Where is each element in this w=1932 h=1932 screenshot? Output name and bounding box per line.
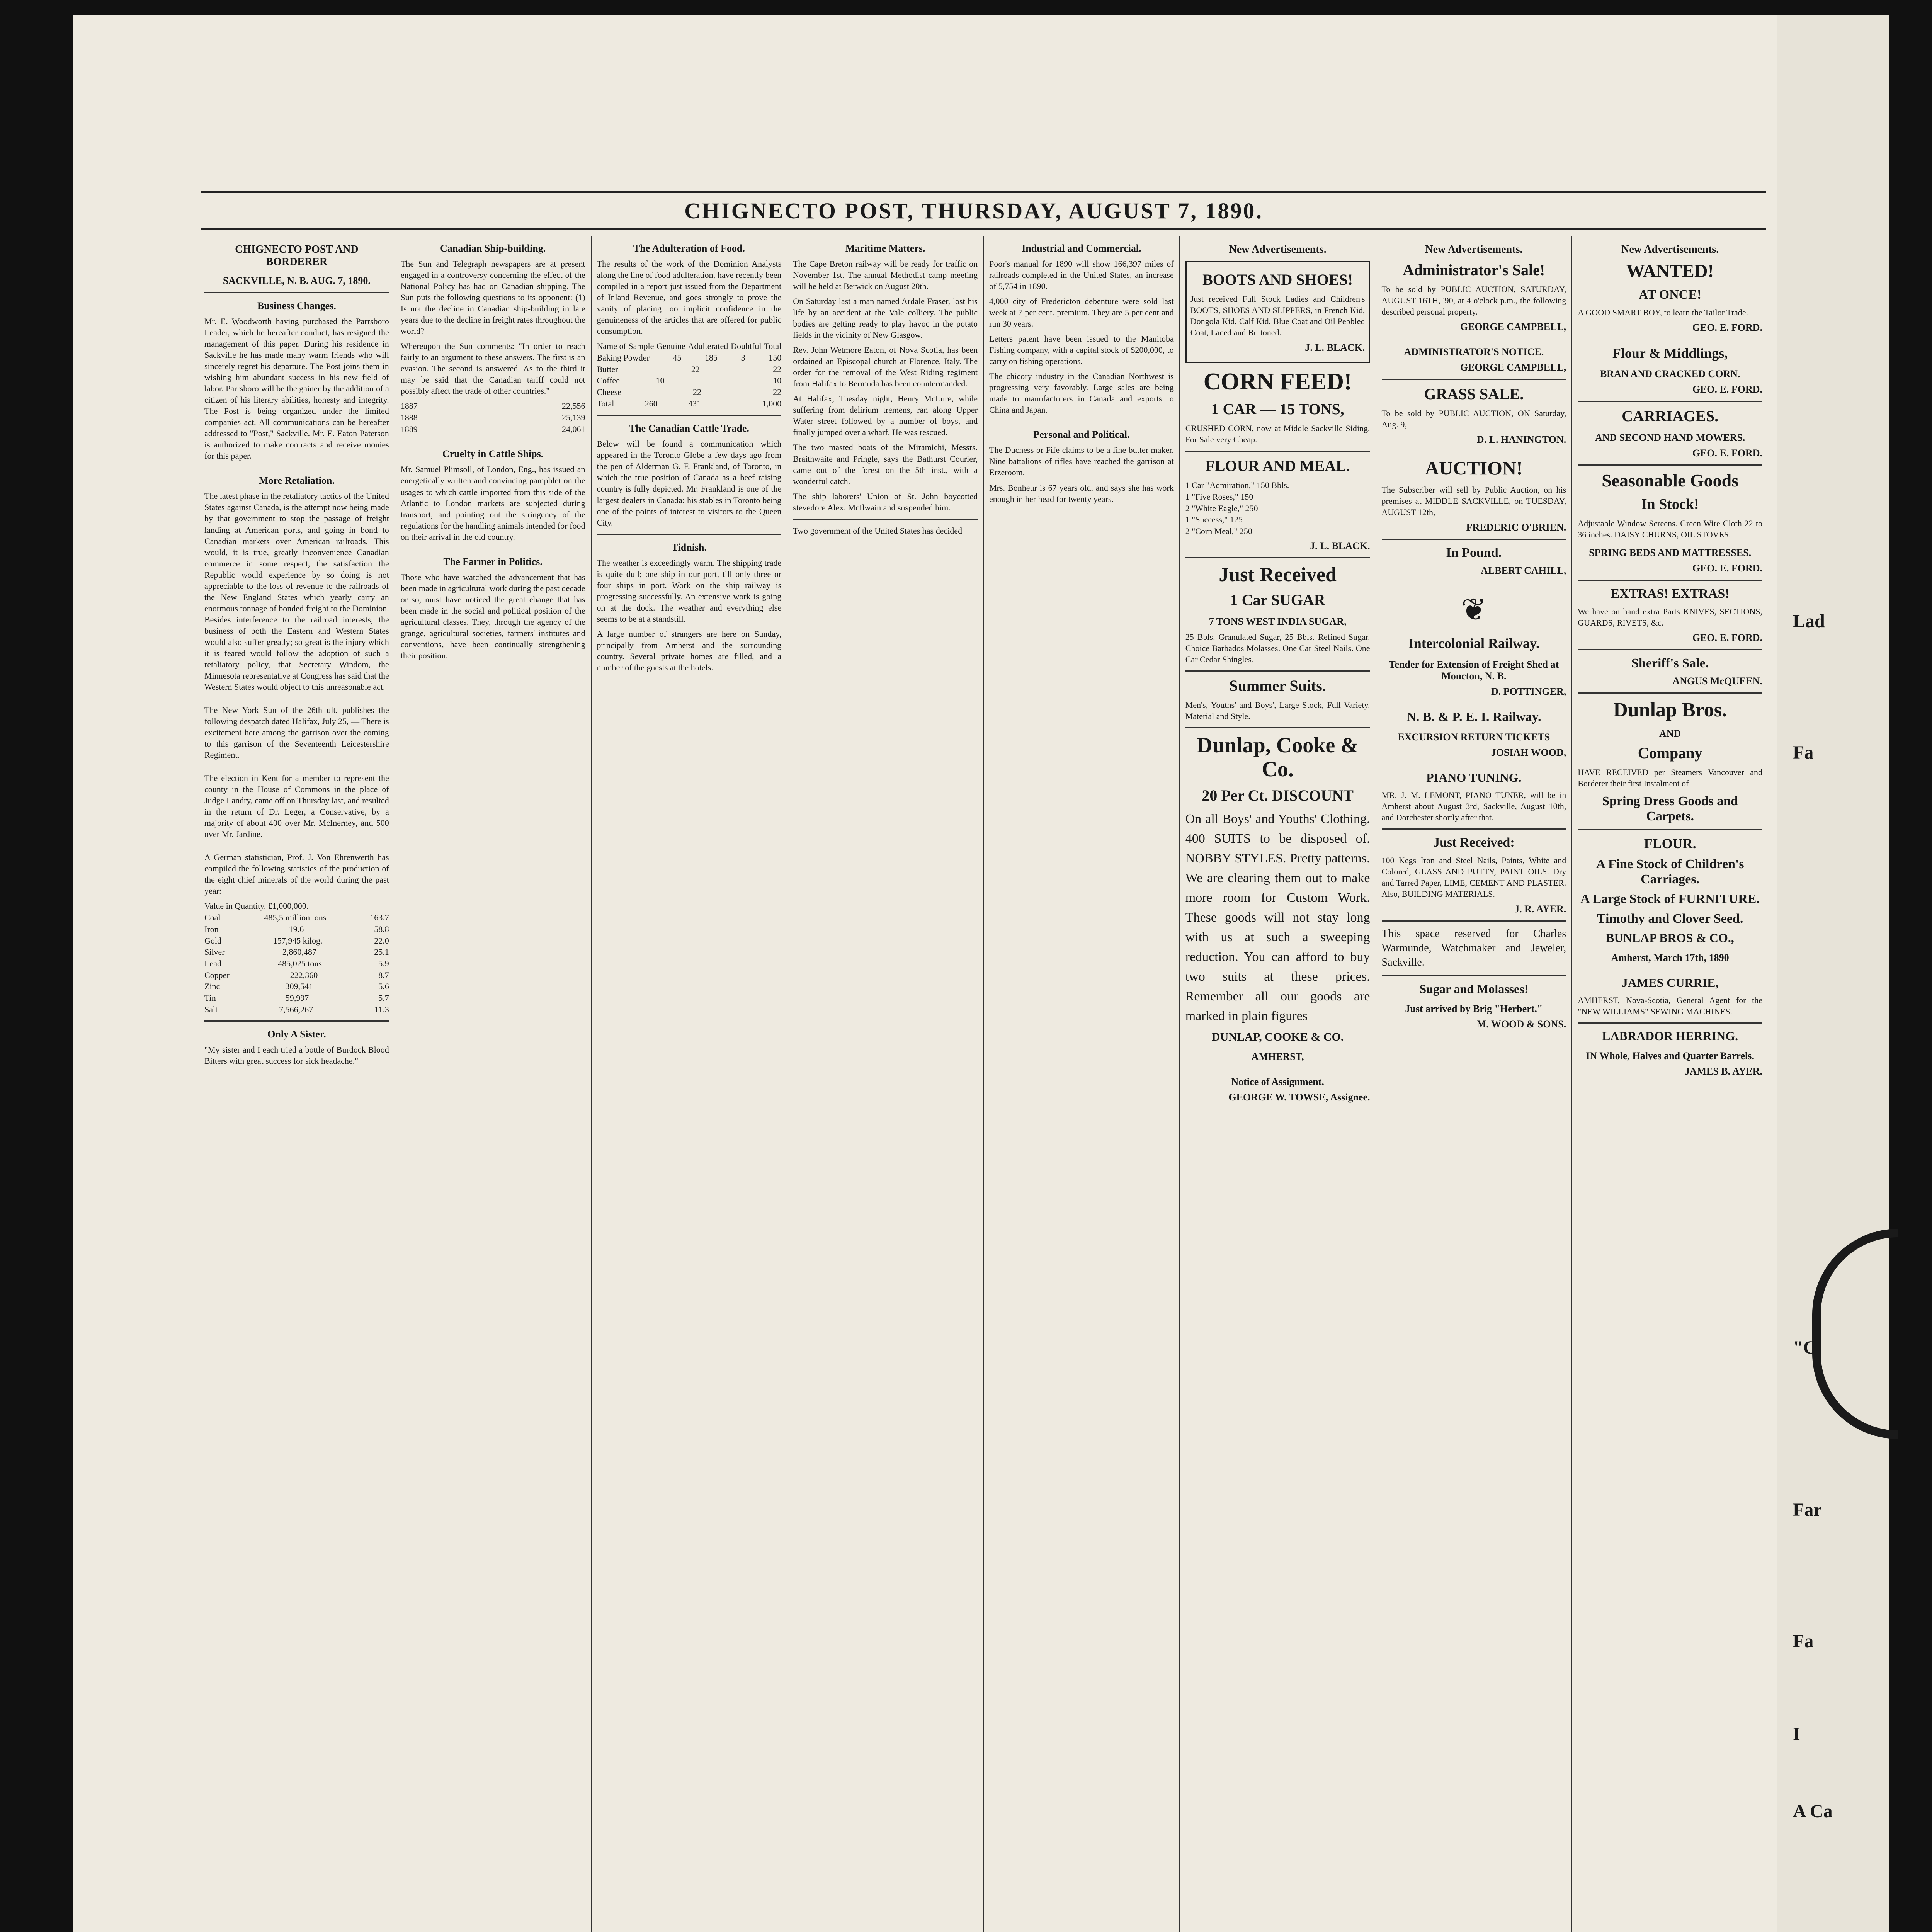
divider [1185, 670, 1370, 672]
table-row: Iron 19.6 58.8 [204, 924, 389, 934]
divider [1382, 703, 1566, 704]
flour-list [1185, 480, 1370, 537]
article-text: The ship laborers' Union of St. John boycotted stevedore Alex. McIlwain and suspended him. [793, 491, 978, 512]
ad-title: Just Received [1219, 563, 1337, 586]
ad-subtitle: In Stock! [1641, 496, 1699, 512]
table-row: Baking Powder 45 185 3 150 [597, 352, 782, 362]
table-header: Name of Sample Genuine Adulterated Doubtful Total [597, 341, 782, 351]
divider [1382, 764, 1566, 765]
ad-title: Timothy and Clover Seed. [1597, 912, 1743, 926]
column-1 [199, 236, 395, 1932]
divider [1382, 451, 1566, 452]
divider [1578, 1022, 1762, 1024]
ad-title: CARRIAGES. [1622, 407, 1719, 425]
divider [1185, 451, 1370, 452]
article-text: Poor's manual for 1890 will show 166,397 miles of railroads completed in the United States, an increase of 5,754 in 1890. [989, 259, 1174, 291]
ad-text: We have on hand extra Parts KNIVES, SECTIONS, GUARDS, RIVETS, &c. [1578, 606, 1762, 628]
ad-signature: JAMES B. AYER. [1684, 1065, 1762, 1077]
table-row: Lead 485,025 tons 5.9 [204, 958, 389, 968]
article-heading: Tidnish. [671, 541, 707, 553]
article-heading: The Canadian Cattle Trade. [629, 423, 749, 434]
table-row: Gold 157,945 kilog. 22.0 [204, 935, 389, 946]
article-text: The results of the work of the Dominion Analysts along the line of food adulteration, have recently been compiled in a report just issued from the Department of Inland Revenue, and goes strongly to prove the vanity of placing too implicit confidence in the genuineness of the articles that are offered for public consumption. [597, 259, 782, 336]
ad-signature: GEO. E. FORD. [1692, 321, 1762, 333]
article-heading: More Retaliation. [259, 475, 335, 486]
ad-subtitle: 20 Per Ct. DISCOUNT [1202, 787, 1354, 804]
ad-title: Intercolonial Railway. [1408, 636, 1540, 651]
table-row: Cheese 22 22 [597, 387, 782, 397]
article-text: The weather is exceedingly warm. The shipping trade is quite dull; one ship in our port, till only three or four ships in port. Work on the ship railway is progressing successfully. An extensive work is going on at the dock. The weather and everything else seems to be at a standstill. [597, 558, 782, 624]
divider [989, 421, 1174, 422]
list-item: 2 "White Eagle," 250 [1185, 503, 1258, 513]
article-heading: Cruelty in Cattle Ships. [442, 448, 544, 460]
ad-subtitle: AT ONCE! [1639, 287, 1702, 302]
ad-text: CRUSHED CORN, now at Middle Sackville Siding. For Sale very Cheap. [1185, 423, 1370, 445]
ad-title: EXTRAS! EXTRAS! [1611, 586, 1730, 601]
ad-text: 25 Bbls. Granulated Sugar, 25 Bbls. Refined Sugar. Choice Barbados Molasses. One Car Steel Nails. One Car Cedar Shingles. [1185, 632, 1370, 665]
ad-title: AUCTION! [1425, 457, 1523, 479]
article-text: The election in Kent for a member to represent the county in the House of Commons in the place of Judge Landry, came off on Thursday last, and resulted in the return of Dr. Leger, a Conservative, by a majority of about 400 over Mr. McInerney, and 500 over Mr. Jardine. [204, 773, 389, 839]
ad-title: Dunlap, Cooke & Co. [1197, 733, 1359, 781]
ad-text: AMHERST, Nova-Scotia, General Agent for the "NEW WILLIAMS" SEWING MACHINES. [1578, 995, 1762, 1016]
ad-title: FLOUR AND MEAL. [1205, 457, 1350, 475]
table-row: Copper 222,360 8.7 [204, 970, 389, 980]
table-row: Total 260 431 1,000 [597, 398, 782, 408]
ad-signature: FREDERIC O'BRIEN. [1466, 522, 1566, 533]
divider [204, 698, 389, 699]
section-head: New Advertisements. [1425, 243, 1523, 255]
divider [1382, 920, 1566, 922]
ad-signature: GEO. E. FORD. [1692, 447, 1762, 459]
article-heading: Business Changes. [257, 300, 336, 311]
ad-text: To be sold by PUBLIC AUCTION, SATURDAY, AUGUST 16TH, '90, at 4 o'clock p.m., the following described personal property. [1381, 284, 1566, 317]
ad-signature: GEO. E. FORD. [1692, 632, 1762, 643]
minerals-table [204, 900, 389, 1015]
divider [204, 292, 389, 293]
divider [1382, 975, 1566, 976]
article-text: The Duchess or Fife claims to be a fine butter maker. Nine battalions of rifles have reached the garrison at Erzeroom. [989, 445, 1174, 478]
ad-signature: GEORGE W. TOWSE, Assignee. [1228, 1091, 1370, 1103]
divider [1578, 401, 1762, 402]
ad-title: FLOUR. [1644, 836, 1696, 852]
ad-title: Administrator's Sale! [1403, 261, 1545, 279]
article-text: Rev. John Wetmore Eaton, of Nova Scotia, has been ordained an Episcopal church at Florence, Italy. The order for the removal of the West Riding regiment from Halifax to Bermuda has been countermanded. [793, 345, 978, 389]
article-heading: The Farmer in Politics. [443, 556, 543, 567]
ad-title: Sugar and Molasses! [1419, 981, 1529, 996]
ad-title: A Large Stock of FURNITURE. [1580, 891, 1760, 906]
ad-place: AMHERST, [1251, 1051, 1304, 1062]
crest-emblem: ❦ [1461, 593, 1487, 628]
dateline: SACKVILLE, N. B. AUG. 7, 1890. [223, 275, 371, 286]
divider [401, 440, 585, 441]
article-heading: Personal and Political. [1033, 429, 1130, 440]
divider [1382, 828, 1566, 830]
tonnage-table [401, 400, 585, 435]
article-text: Those who have watched the advancement that has been made in agricultural work during the past decade or so, must have noticed the great change that has been made in the social and political position of the agricultural classes. They, through the agency of the grange, agricultural societies, farmers' institutes and conventions, have been continually strengthening their position. [400, 572, 585, 660]
article-text: Whereupon the Sun comments: "In order to reach fairly to an argument to these answers. The first is an evasion. The second is answered. As to the third it may be said that the Canadian tariff could not possibly affect the trade of other countries." [400, 341, 585, 396]
ad-signature: GEO. E. FORD. [1692, 562, 1762, 574]
ad-text: HAVE RECEIVED per Steamers Vancouver and Borderer their first Instalment of [1578, 767, 1762, 789]
divider [1382, 539, 1566, 540]
article-text: Below will be found a communication which appeared in the Toronto Globe a few days ago from the pen of Alderman G. F. Frankland, of Toronto, in which the true position of Canada as a beef raising country is fully depicted. Mr. Frankland is one of the largest dealers in Canada: his stables in Toronto being one of the points of interest to visitors to the Queen City. [597, 439, 782, 527]
ad-signature: J. R. AYER. [1514, 903, 1566, 915]
ad-subtitle: 1 CAR — 15 TONS, [1211, 400, 1344, 418]
article-heading: Industrial and Commercial. [1022, 243, 1141, 254]
ad-text: Men's, Youths' and Boys', Large Stock, Full Variety. Material and Style. [1185, 700, 1370, 721]
divider [1578, 464, 1762, 466]
table-header: Value in Quantity. £1,000,000. [204, 901, 309, 911]
ad-title: Seasonable Goods [1602, 471, 1739, 491]
divider [1382, 582, 1566, 583]
divider [1382, 338, 1566, 339]
divider [1578, 339, 1762, 340]
column-3 [592, 236, 788, 1932]
ad-title: Notice of Assignment. [1231, 1076, 1324, 1087]
divider [597, 534, 782, 535]
table-row: Coal 485,5 million tons 163.7 [204, 913, 389, 923]
columns [199, 236, 1768, 1932]
ad-title: LABRADOR HERRING. [1602, 1029, 1738, 1043]
ad-title: In Pound. [1446, 546, 1502, 560]
article-text: Mrs. Bonheur is 67 years old, and says she has work enough in her head for twenty years. [989, 483, 1174, 504]
ad-title: GRASS SALE. [1424, 385, 1524, 403]
ad-subtitle: Amherst, March 17th, 1890 [1611, 952, 1729, 963]
paper-title: CHIGNECTO POST AND BORDERER [235, 243, 359, 268]
ad-title: Dunlap Bros. [1613, 699, 1727, 721]
edge-fragment: Lad [1793, 611, 1825, 631]
ad-title: CORN FEED! [1203, 369, 1352, 395]
ad-text: On all Boys' and Youths' Clothing. 400 SUITS to be disposed of. NOBBY STYLES. Pretty patterns. We are clearing them out to make more room for Custom Work. These goods will not stay long with us at such a sweeping reduction. You can afford to buy two suits at these prices. Remember all our goods are marked in plain figures [1185, 812, 1370, 1024]
section-head: New Advertisements. [1621, 243, 1719, 255]
article-heading: Maritime Matters. [845, 243, 925, 254]
edge-fragment: A Ca [1793, 1801, 1833, 1821]
ad-text: Adjustable Window Screens. Green Wire Cloth 22 to 36 inches. DAISY CHURNS, OIL STOVES. [1578, 518, 1762, 539]
column-8 [1572, 236, 1768, 1932]
article-text: The New York Sun of the 26th ult. publishes the following despatch dated Halifax, July 25, — There is excitement here among the garrison over the coming to this garrison of the Seventeenth Leicestershire Regiment. [204, 705, 389, 760]
ad-text: MR. J. M. LEMONT, PIANO TUNER, will be in Amherst about August 3rd, Sackville, August 10th, and Dorchester shortly after that. [1381, 790, 1566, 822]
ad-signature: J. L. BLACK. [1310, 540, 1370, 551]
divider [401, 548, 585, 549]
ad-signature: DUNLAP, COOKE & CO. [1211, 1031, 1344, 1044]
edge-fragment: I [1793, 1724, 1800, 1744]
ad-subtitle: SPRING BEDS AND MATTRESSES. [1589, 547, 1752, 558]
ad-text: To be sold by PUBLIC AUCTION, ON Saturday, Aug. 9, [1381, 408, 1566, 430]
divider [1185, 557, 1370, 558]
article-heading: Only A Sister. [267, 1029, 326, 1040]
column-2 [395, 236, 592, 1932]
column-4 [787, 236, 984, 1932]
ad-signature: GEORGE CAMPBELL, [1460, 362, 1566, 373]
column-6 [1180, 236, 1376, 1932]
ad-subtitle: Company [1638, 744, 1702, 762]
article-text: The two masted boats of the Miramichi, Messrs. Braithwaite and Pringle, says the Bathurst Courier, came out of the forest on the 5th inst., with a wonderful catch. [793, 442, 978, 486]
divider [597, 415, 782, 416]
column-7 [1376, 236, 1573, 1932]
table-row: Silver 2,860,487 25.1 [204, 947, 389, 957]
table-row: 1889 24,061 [400, 424, 585, 434]
ad-text: A GOOD SMART BOY, to learn the Tailor Trade. [1578, 307, 1748, 317]
ad-title: N. B. & P. E. I. Railway. [1406, 709, 1541, 724]
article-text: The latest phase in the retaliatory tactics of the United States against Canada, is the attempt now being made by that government to stop the passage of freight landing at American ports, and going in bond to Canadian markets over American railroads. This would, it is true, greatly inconvenience Canadian commerce in some respect, the satisfaction the Republic would experience by so doing is not appreciable to the loss of revenue to the railroads of the New England States which yearly carry an enormous tonnage of bonded freight to the Dominion. Besides interference to the railroad interests, the business of both the Eastern and Western States would also suffer greatly; so great is the injury which it is feared would follow the adoption of such a retaliatory policy, that Secretary Windom, the Minnesota representative at Congress has said that the Western States would object to this unreasonable act. [204, 491, 389, 692]
masthead-rule-top [201, 191, 1766, 193]
ad-subtitle: AND SECOND HAND MOWERS. [1595, 432, 1745, 444]
column-5 [984, 236, 1180, 1932]
ad-signature: JOSIAH WOOD, [1491, 747, 1566, 758]
ad-text: This space reserved for Charles Warmunde, Watchmaker and Jeweler, Sackville. [1381, 927, 1566, 968]
ad-signature: M. WOOD & SONS. [1476, 1018, 1566, 1030]
divider [204, 766, 389, 767]
edge-fragment: Far [1793, 1500, 1822, 1520]
article-text: Letters patent have been issued to the Manitoba Fishing company, with a capital stock of $200,000, to carry on fishing operations. [989, 334, 1174, 366]
ad-title: BUNLAP BROS & CO., [1606, 931, 1734, 945]
divider [1578, 829, 1762, 830]
table-row: Zinc 309,541 5.6 [204, 981, 389, 992]
article-text: 4,000 city of Fredericton debenture were sold last week at 7 per cent. premium. They are 5 per cent and run 30 years. [989, 296, 1174, 329]
ad-boots [1185, 261, 1370, 363]
ad-subtitle: Tender for Extension of Freight Shed at Moncton, N. B. [1389, 658, 1559, 682]
divider [1578, 692, 1762, 694]
divider [1185, 1068, 1370, 1069]
table-row: Butter 22 22 [597, 364, 782, 374]
ad-signature: GEO. E. FORD. [1692, 384, 1762, 395]
article-text: Mr. E. Woodworth having purchased the Parrsboro Leader, which he hereafter conduct, has resigned the management of this paper. During his residence in Sackville he has made many warm friends who will sincerely regret his departure. The Post joins them in wishing him abundant success in his new field of labor. Parrsboro will be the gainer by the addition of a citizen of his literary abilities, honesty and integrity. The Post is being organized under the limited companies act. All communications can be hereafter addressed to "Post," Sackville. Mr. E. Eaton Paterson is authorized to make contracts and receive monies for this paper. [204, 316, 389, 461]
ad-title: ADMINISTRATOR'S NOTICE. [1404, 346, 1544, 358]
divider [1382, 379, 1566, 380]
ad-subtitle: AND [1659, 728, 1681, 740]
ad-signature: D. L. HANINGTON. [1476, 434, 1566, 446]
edge-fragment: "C [1793, 1337, 1817, 1358]
divider [1578, 649, 1762, 650]
ad-subtitle: Just arrived by Brig "Herbert." [1405, 1003, 1543, 1014]
section-head: New Advertisements. [1229, 243, 1327, 255]
ad-text: Just received Full Stock Ladies and Children's BOOTS, SHOES AND SLIPPERS, in French Kid, Dongola Kid, Calf Kid, Blue Coat and Oil Pebbled Coat, Laced and Buttoned. [1190, 294, 1365, 338]
article-text: On Saturday last a man named Ardale Fraser, lost his life by an accident at the Vale colliery. The public bodies are getting ready to play havoc in the potato fields in the vicinity of New Glasgow. [793, 296, 978, 340]
ad-subtitle: 1 Car SUGAR [1230, 591, 1325, 609]
ad-subtitle: IN Whole, Halves and Quarter Barrels. [1586, 1050, 1754, 1061]
adulteration-table [597, 340, 782, 409]
divider [204, 467, 389, 468]
divider [1578, 969, 1762, 970]
article-text: The Cape Breton railway will be ready for traffic on November 1st. The annual Methodist camp meeting will be held at Berwick on August 20th. [793, 259, 978, 291]
ad-text: 100 Kegs Iron and Steel Nails, Paints, White and Colored, GLASS AND PUTTY, PAINT OILS. Dry and Tarred Paper, LIME, CEMENT AND PLASTER. Also, BUILDING MATERIALS. [1381, 855, 1566, 899]
ad-title: Sheriff's Sale. [1631, 656, 1709, 670]
table-row: Coffee 10 10 [597, 376, 782, 386]
ad-title: JAMES CURRIE, [1621, 975, 1719, 990]
divider [204, 845, 389, 846]
masthead: CHIGNECTO POST, THURSDAY, AUGUST 7, 1890. [684, 198, 1263, 223]
ad-title: Summer Suits. [1229, 677, 1326, 695]
ad-signature: GEORGE CAMPBELL, [1460, 321, 1566, 333]
article-text: The chicory industry in the Canadian Northwest is progressing very favorably. Large sales are being made to manufacturers in Canada and exports to China and Japan. [989, 371, 1174, 415]
article-text: "My sister and I each tried a bottle of Burdock Blood Bitters with great success for sick headache." [204, 1045, 389, 1066]
list-item: 1 "Success," 125 [1185, 515, 1243, 525]
table-row: Tin 59,997 5.7 [204, 993, 389, 1003]
list-item: 1 Car "Admiration," 150 Bbls. [1185, 480, 1289, 490]
article-text: Two government of the United States has decided [793, 526, 962, 536]
divider [1578, 580, 1762, 581]
table-row: Salt 7,566,267 11.3 [204, 1004, 389, 1014]
edge-fragment: Fa [1793, 1631, 1814, 1651]
ad-signature: ANGUS McQUEEN. [1672, 675, 1762, 687]
ad-title: PIANO TUNING. [1426, 770, 1522, 784]
article-text: A German statistician, Prof. J. Von Ehrenwerth has compiled the following statistics of the production of the eight chief minerals of the world during the past year: [204, 852, 389, 896]
list-item: 1 "Five Roses," 150 [1185, 492, 1253, 502]
article-heading: Canadian Ship-building. [440, 243, 546, 254]
ad-signature: J. L. BLACK. [1305, 342, 1365, 354]
masthead-rule-bottom [201, 228, 1766, 230]
edge-fragment: Fa [1793, 742, 1814, 763]
article-text: At Halifax, Tuesday night, Henry McLure, while suffering from delirium tremens, ran along Upper Water street followed by a number of boys, and finally jumped over a wharf. He was rescued. [793, 394, 978, 437]
ad-title: BOOTS AND SHOES! [1202, 271, 1353, 288]
ad-title: Just Received: [1433, 835, 1515, 850]
ad-subtitle: BRAN AND CRACKED CORN. [1600, 368, 1740, 380]
article-text: The Sun and Telegraph newspapers are at present engaged in a controversy concerning the effect of the National Policy has had on Canadian shipping. The Sun puts the following questions to its opponent: (1) Is not the decline in Canadian ship-building in late years due to the decline in freight rates throughout the world? [400, 259, 585, 336]
divider [793, 519, 978, 520]
article-text: A large number of strangers are here on Sunday, principally from Amherst and the surrounding country. Several private homes are filled, and a number of the guests at the hotels. [597, 629, 782, 672]
table-row: 1887 22,556 [400, 401, 585, 411]
divider [1185, 727, 1370, 728]
table-row: 1888 25,139 [400, 413, 585, 423]
divider [204, 1020, 389, 1022]
ad-title: A Fine Stock of Children's Carriages. [1596, 857, 1744, 886]
list-item: 2 "Corn Meal," 250 [1185, 526, 1252, 536]
ad-subtitle: EXCURSION RETURN TICKETS [1398, 731, 1550, 743]
ad-signature: ALBERT CAHILL, [1481, 565, 1566, 577]
ad-title: Flour & Middlings, [1612, 345, 1728, 361]
ad-text: The Subscriber will sell by Public Auction, on his premises at MIDDLE SACKVILLE, on TUESDAY, AUGUST 12th, [1381, 485, 1566, 517]
ad-subtitle: 7 TONS WEST INDIA SUGAR, [1209, 616, 1347, 627]
ad-title: WANTED! [1626, 261, 1714, 281]
ad-signature: D. POTTINGER, [1491, 685, 1566, 697]
article-text: Mr. Samuel Plimsoll, of London, Eng., has issued an energetically written and convincing pamphlet on the usages to which cattle imported from this side of the Atlantic to London markets are subjected during transport, and pointing out the stringency of the regulations for the handling animals intended for food on their arrival in the old country. [400, 464, 585, 542]
ad-subtitle: Spring Dress Goods and Carpets. [1602, 794, 1738, 824]
article-heading: The Adulteration of Food. [633, 243, 745, 254]
adjacent-page-strip [1777, 15, 1889, 1932]
